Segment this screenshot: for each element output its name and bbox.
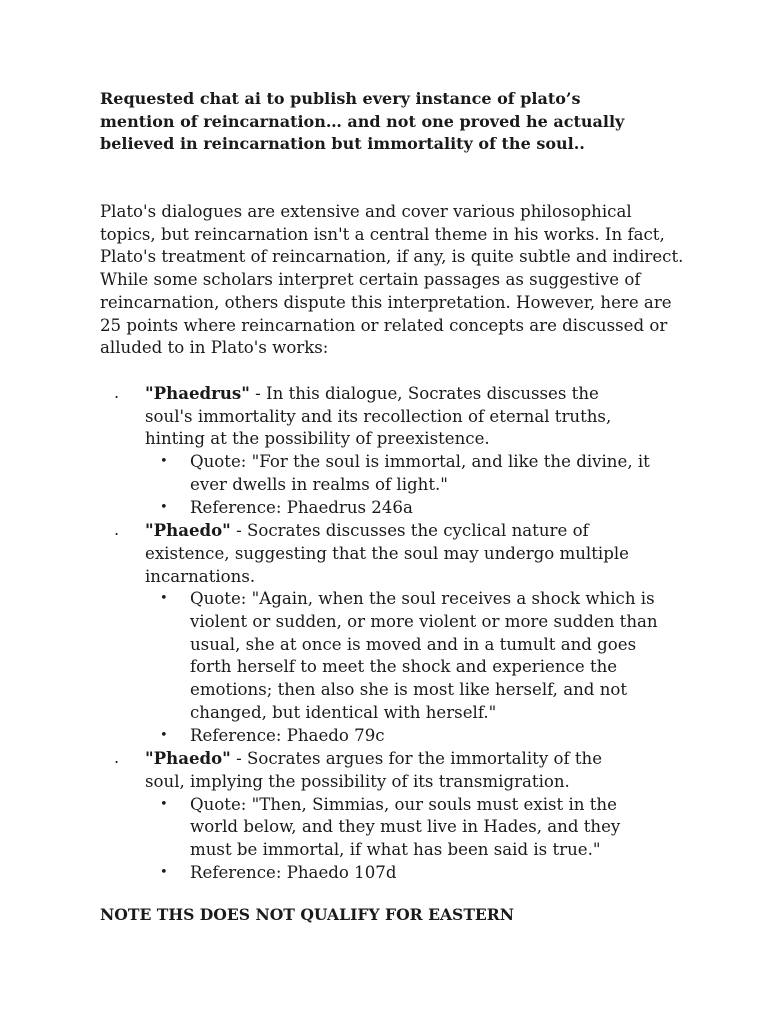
reference-item (160, 725, 660, 748)
quote-item (160, 794, 660, 862)
point-description: - Socrates discusses the cyclical nature of existence, suggesting that the soul may undergo multiple incarnations. (145, 521, 629, 586)
dialogue-title: "Phaedo" (145, 748, 231, 769)
reference-text: Reference: Phaedrus 246a (190, 497, 413, 517)
points-list (0, 382, 768, 884)
reference-item (160, 497, 660, 520)
point-description: - In this dialogue, Socrates discusses the soul's immortality and its recollection of eternal truths, hinting at the possibility of preexistence. (145, 384, 612, 449)
quote-text: Quote: "Then, Simmias, our souls must exist in the world below, and they must live in Hades, and they must be immortal, if what has been said is true." (190, 794, 621, 860)
point-text (145, 382, 645, 451)
intro-paragraph: Plato's dialogues are extensive and cover various philosophical topics, but reincarnation isn't a central theme in his works. In fact, Plato's treatment of reincarnation, if any, is quite subtle and indirect. While some scholars interpret certain passages as suggestive of reincarnation, others dispute this interpretation. However, here are 25 points where reincarnation or related concepts are discussed or alluded to in Plato's works: (100, 202, 684, 358)
quote-text: Quote: "For the soul is immortal, and like the divine, it ever dwells in realms of light." (190, 452, 650, 494)
list-marker: . (114, 383, 120, 402)
quote-text: Quote: "Again, when the soul receives a shock which is violent or sudden, or more violent or more sudden than usual, she at once is moved and in a tumult and goes forth herself to meet the shock and experience the emotions; then also she is most like herself, and not changed, but identical with herself." (190, 589, 658, 722)
dialogue-title: "Phaedo" (145, 520, 231, 541)
bullet-icon: • (160, 727, 168, 743)
document-heading: Requested chat ai to publish every instance of plato’s mention of reincarnation… and not one proved he actually believed in reincarnation but immortality of the soul.. (100, 89, 625, 154)
bullet-icon: • (160, 864, 168, 880)
bullet-icon: • (160, 796, 168, 812)
list-marker: . (114, 748, 120, 768)
closing-note: NOTE THS DOES NOT QUALIFY FOR EASTERN (100, 905, 515, 924)
list-marker: . (114, 520, 120, 540)
point-text (145, 747, 645, 793)
list-item (0, 747, 768, 884)
list-item (0, 382, 768, 519)
reference-item (160, 862, 660, 885)
point-text (145, 519, 645, 588)
quote-item (160, 451, 660, 496)
dialogue-title: "Phaedrus" (145, 383, 250, 403)
list-item (0, 519, 768, 747)
bullet-icon: • (160, 499, 168, 515)
reference-text: Reference: Phaedo 107d (190, 862, 397, 882)
quote-item (160, 588, 660, 724)
reference-text: Reference: Phaedo 79c (190, 725, 385, 745)
bullet-icon: • (160, 454, 168, 470)
point-description: - Socrates argues for the immortality of the soul, implying the possibility of its transmigration. (145, 749, 603, 791)
bullet-icon: • (160, 591, 168, 607)
